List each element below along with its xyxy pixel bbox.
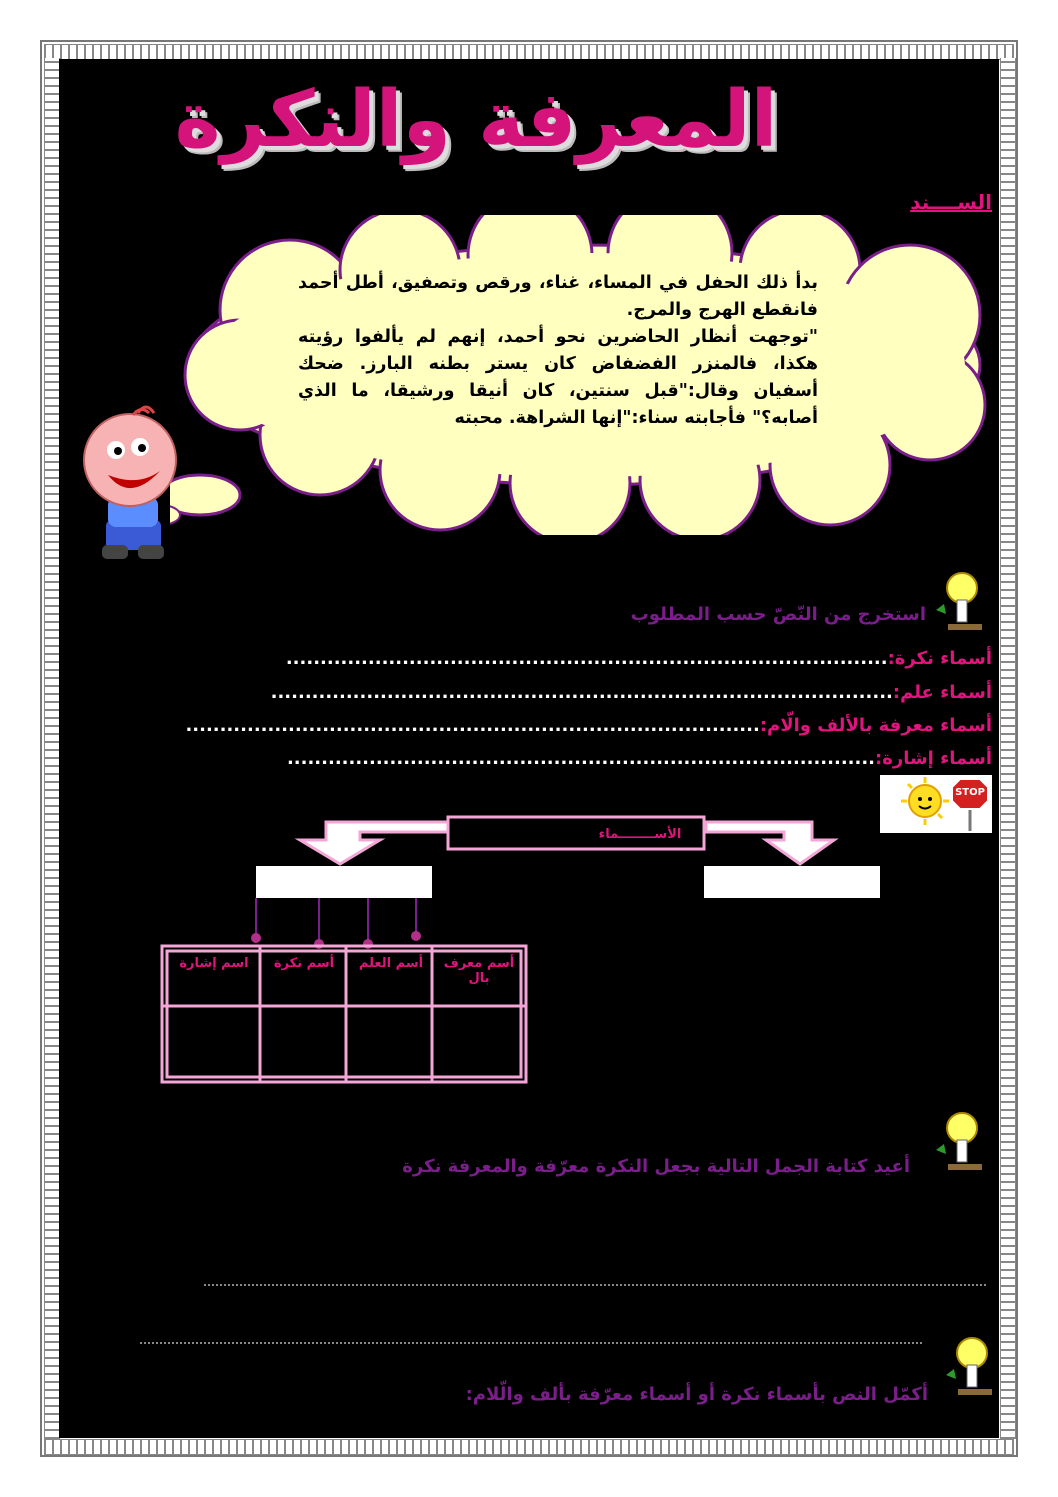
lightbulb-icon (930, 1110, 986, 1174)
row-label: أسماء معرفة بالألف والّام: (759, 715, 992, 736)
exercise-1-instruction: استخرج من النّصّ حسب المطلوب (630, 604, 926, 625)
page-title: المعرفة والنكرة (174, 75, 778, 165)
passage-paragraph-2: "توجهت أنظار الحاضرين نحو أحمد، إنهم لم يألفوا رؤيته هكذا، فالمنزر الفضفاض كان يستر بطنه البارز. ضحك أسفيان وقال:"قبل سنتين، كان أنيقا ورشيقا، ما الذي أصابه؟" فأجابته سناء:"إنها الشراهة. محبته (298, 327, 818, 428)
table-header-nakira: أسم نكرة (273, 956, 335, 971)
exercise-3-instruction: أكمّل النص بأسماء نكرة أو أسماء معرّفة بألف والّلام: (465, 1384, 928, 1405)
section-label-sanad: الســــند (910, 190, 992, 214)
answer-dots[interactable]: ........................................................................................... (270, 682, 893, 703)
stop-sign-text: STOP (955, 787, 985, 798)
lightbulb-icon (940, 1335, 996, 1399)
border-bottom-pattern (44, 1439, 1014, 1455)
row-label: أسماء إشارة: (875, 748, 992, 769)
answer-line-1[interactable] (204, 1284, 986, 1286)
table-header-ishara: اسم إشارة (179, 956, 249, 971)
row-label: أسماء نكرة: (887, 648, 992, 669)
answer-dots[interactable]: ...................................................................................... (286, 748, 876, 769)
diagram-top-label: الأســــــــماء (598, 827, 682, 842)
passage-paragraph-1: بدأ ذلك الحفل في المساء، غناء، ورقص وتصفيق، أطل أحمد فانقطع الهرج والمرج. (298, 273, 818, 320)
arrow-left-icon (300, 822, 450, 864)
table-header-marifa-al: أسم معرف بال (443, 956, 515, 986)
row-label: أسماء علم: (892, 682, 992, 703)
exercise-2-instruction: أعيد كتابة الجمل التالية بجعل النكرة معرّفة والمعرفة نكرة (402, 1156, 910, 1177)
answer-dots[interactable]: .................................................................................... (185, 715, 760, 736)
answer-dots[interactable]: ........................................................................................ (285, 648, 888, 669)
category-box-nakira (704, 866, 880, 898)
answer-line-2[interactable] (140, 1342, 922, 1344)
table-header-alam: أسم العلم (358, 956, 424, 971)
category-box-marifa (256, 866, 432, 898)
